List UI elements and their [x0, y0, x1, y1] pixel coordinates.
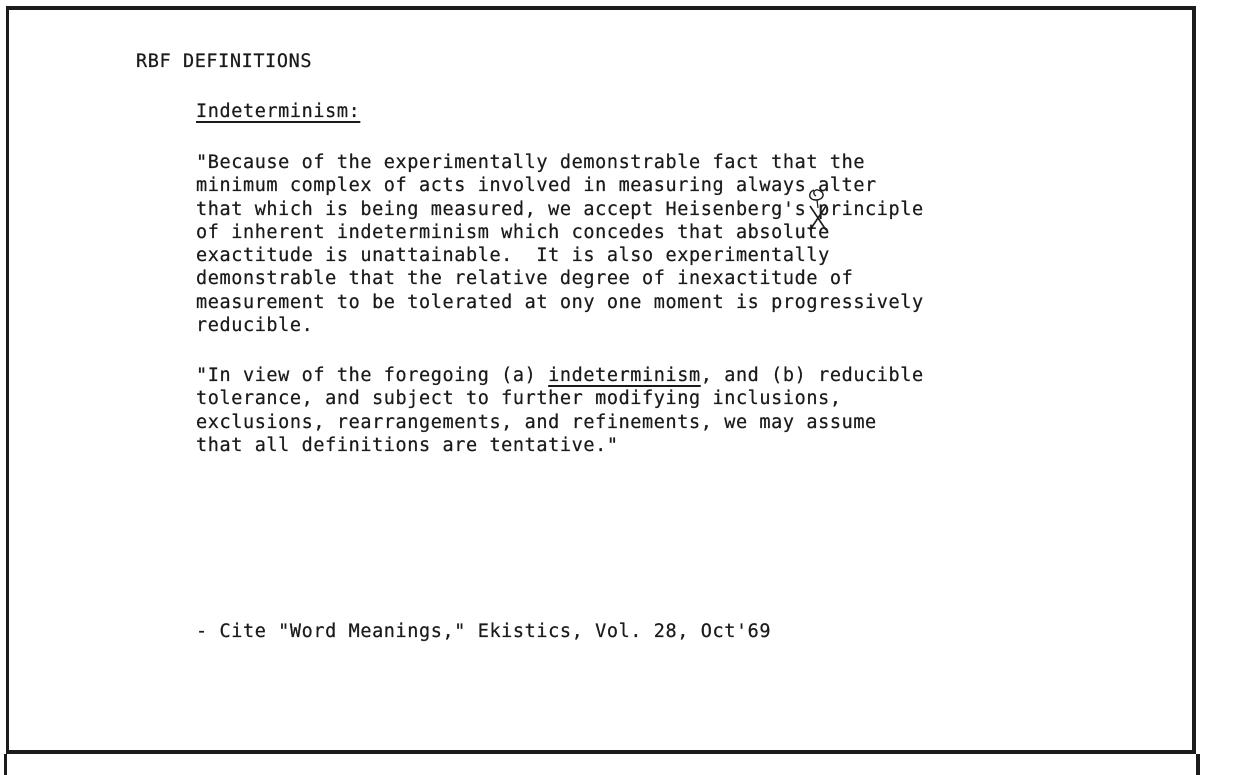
paragraph-1-line: reducible. [196, 315, 314, 337]
paragraph-1-line: of inherent indeterminism which concedes that absolute [196, 221, 830, 243]
paragraph-1-line: "Because of the experimentally demonstrable fact that the [196, 152, 866, 173]
handwritten-correction-mark [800, 186, 836, 244]
paragraph-1-line: measurement to be tolerated at ony one moment is progressively [196, 291, 924, 313]
definition-paragraph-1 [196, 151, 924, 337]
paragraph-2-line: that all definitions are tentative." [196, 434, 619, 456]
paragraph-2-line-end: , and (b) reducible [700, 365, 924, 386]
paragraph-1-line: demonstrable that the relative degree of inexactitude of [196, 268, 854, 290]
frame-corner-tick-right [1196, 754, 1200, 775]
definition-paragraph-2 [196, 364, 924, 457]
citation-line: - Cite "Word Meanings," Ekistics, Vol. 28, Oct'69 [196, 621, 772, 642]
frame-corner-tick-left [4, 754, 7, 775]
definition-term: Indeterminism: [196, 101, 361, 122]
paragraph-2-line: tolerance, and subject to further modifying inclusions, [196, 388, 842, 410]
underlined-term-indeterminism: indeterminism [548, 365, 701, 386]
paragraph-1-line: minimum complex of acts involved in measuring always alter [196, 175, 877, 197]
document-heading: RBF DEFINITIONS [136, 51, 313, 72]
paragraph-2-line: exclusions, rearrangements, and refinements, we may assume [196, 411, 877, 433]
paragraph-2-line-start: "In view of the foregoing (a) [196, 365, 549, 386]
paragraph-1-line: that which is being measured, we accept Heisenberg's principle [196, 198, 924, 220]
paragraph-1-line: exactitude is unattainable. It is also experimentally [196, 245, 830, 267]
